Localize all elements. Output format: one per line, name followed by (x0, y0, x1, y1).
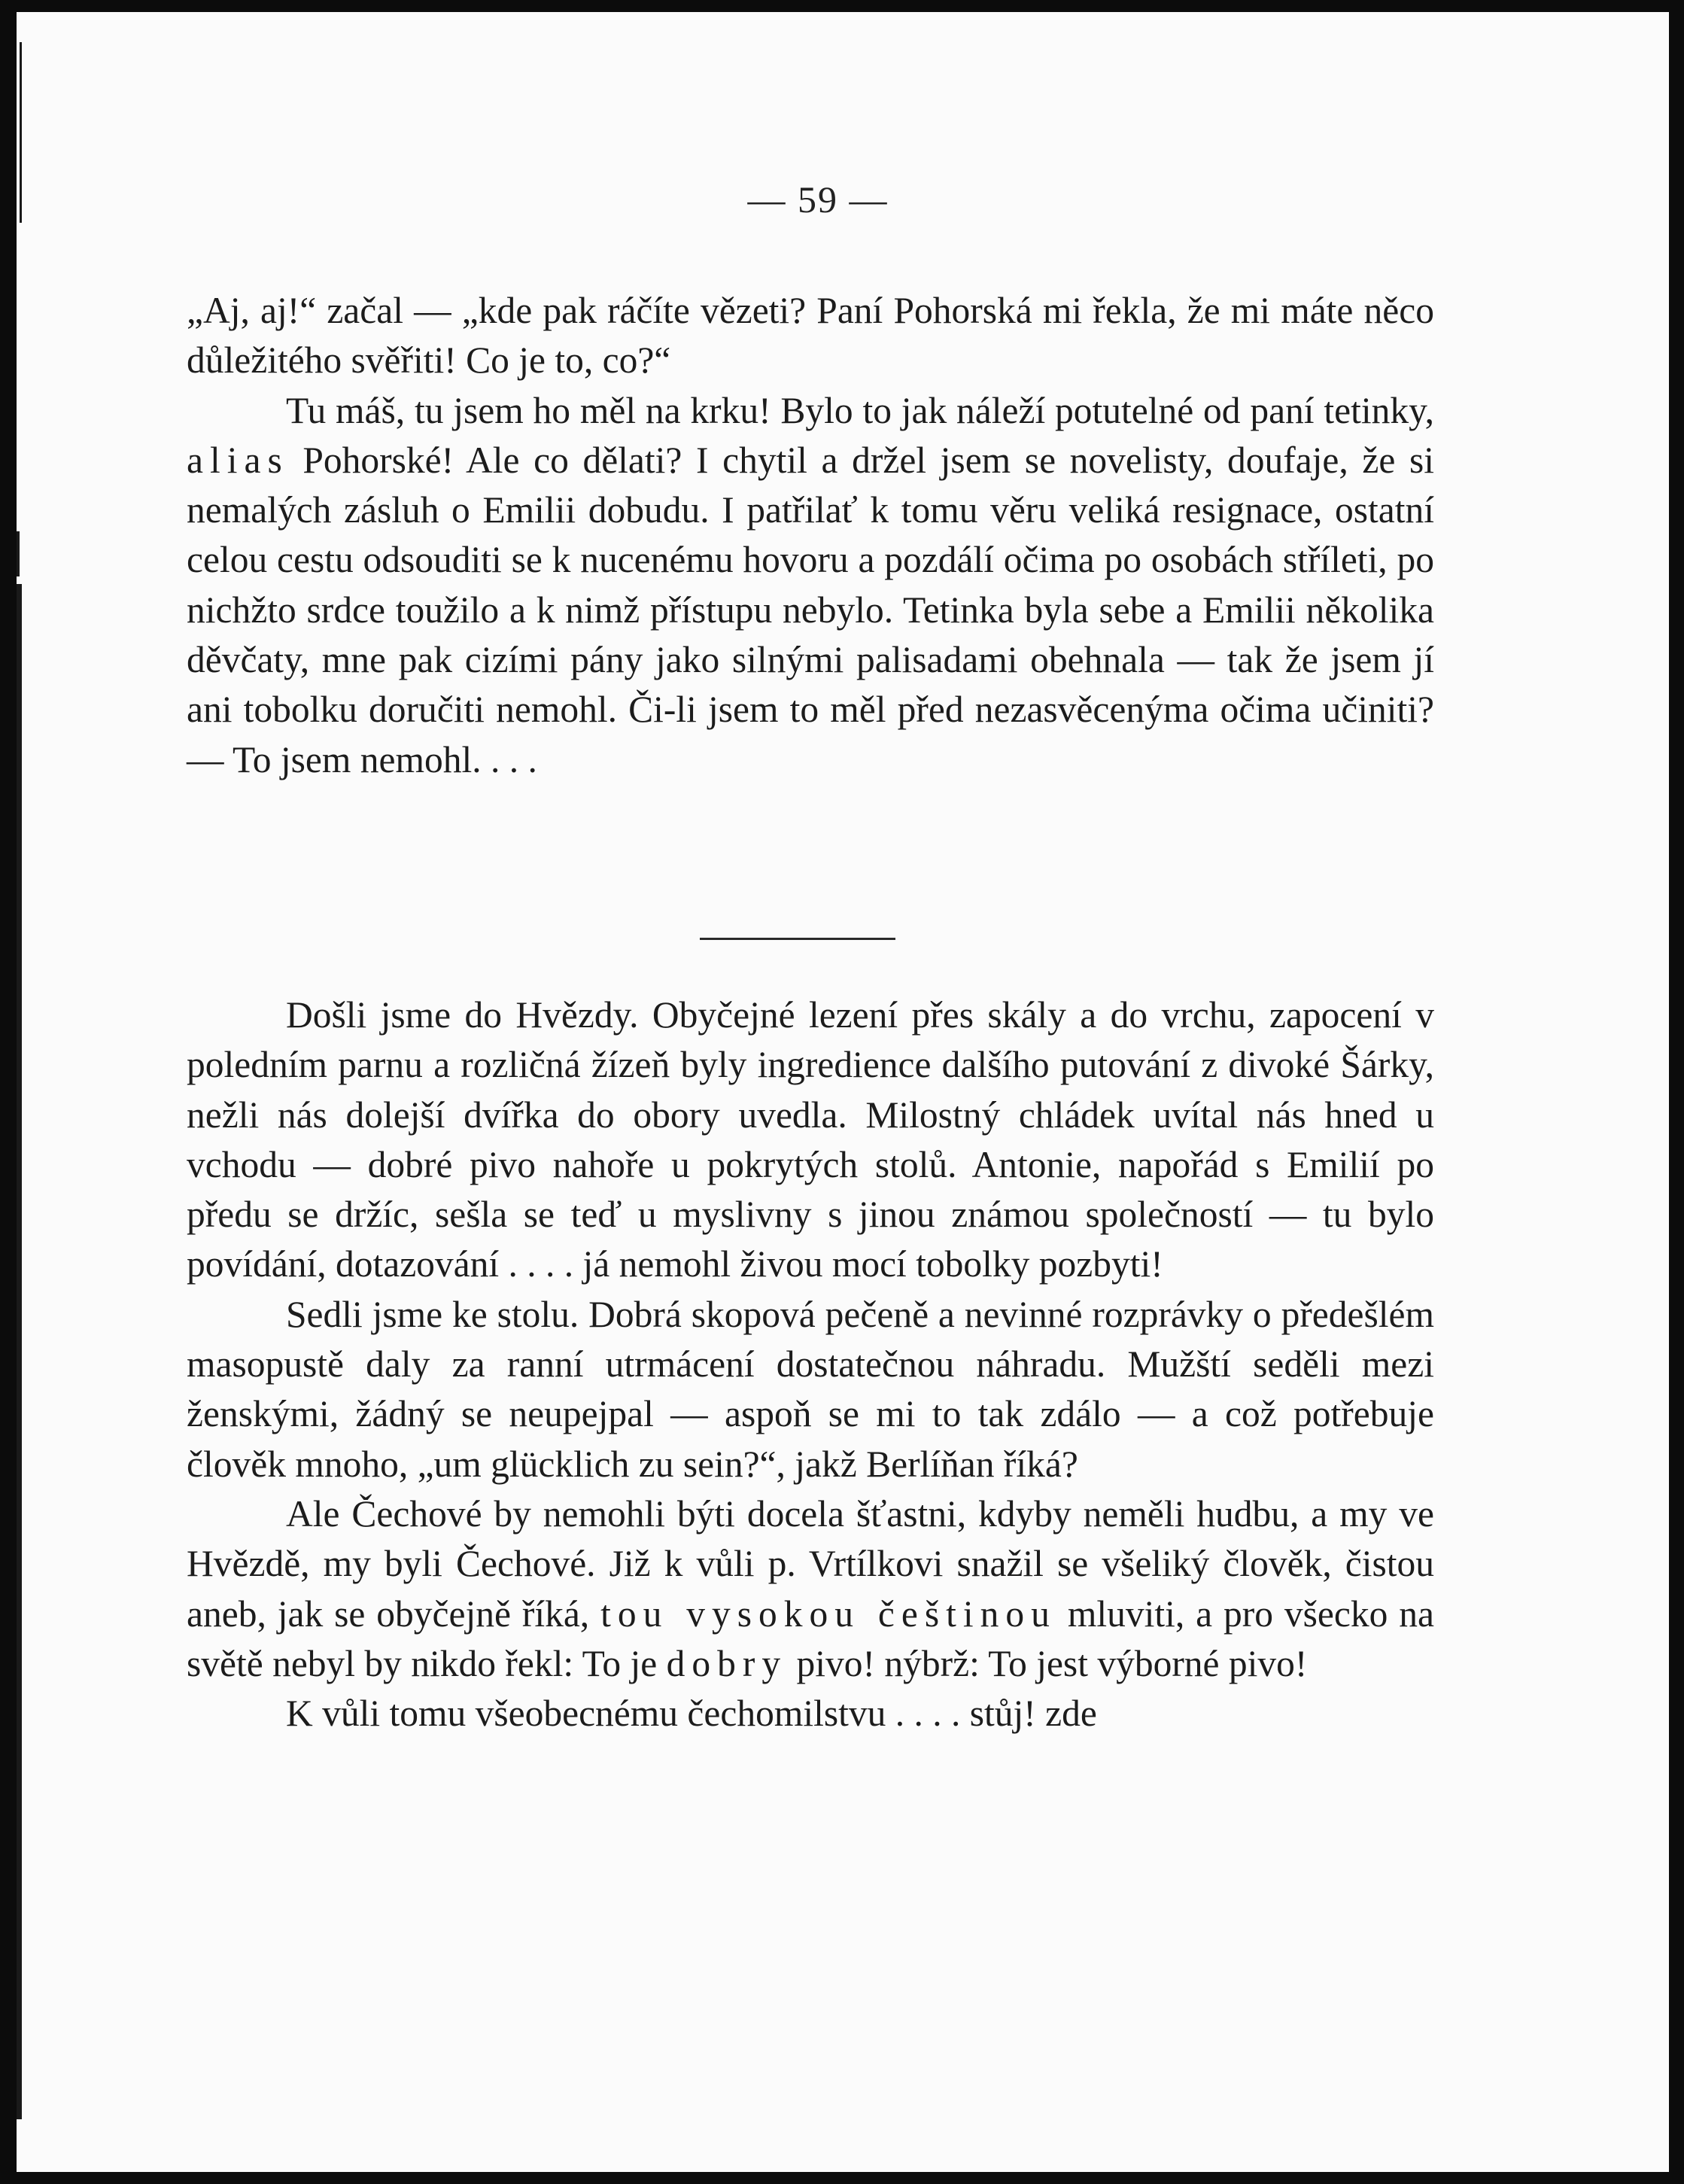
text-section-1 (187, 286, 1434, 785)
paragraph-text: Ale Čechové by nemohli býti docela šťastni, kdyby neměli hudbu, a my ve Hvězdě, my byli Čechové. Již k vůli p. Vrtílkovi snažil se všeliký člověk, čistou aneb, jak se obyčejně říká, (187, 1492, 1434, 1635)
scan-edge-mark (17, 584, 22, 2119)
book-page (17, 12, 1669, 2172)
paragraph-text: Pohorské! Ale co dělati? I chytil a držel jsem se novelisty, doufaje, že si nemalých zásluh o Emilii dobudu. I patřilať k tomu věru veliká resignace, ostatní celou cestu odsouditi se k nucenému hovoru a pozdálí očima po osobách stříleti, po nichžto srdce toužilo a k nimž přístupu nebylo. Tetinka byla sebe a Emilii několika děvčaty, mne pak cizími pány jako silnými palisadami obehnala — tak že jsem jí ani tobolku doručiti nemohl. Či-li jsem to měl před nezasvěcenýma očima učiniti? — To jsem nemohl. . . . (187, 439, 1434, 780)
page-number: — 59 — (747, 178, 889, 221)
paragraph (187, 990, 1434, 1290)
paragraph (187, 1290, 1434, 1489)
paragraph-text: Tu máš, tu jsem ho měl na krku! Bylo to jak náleží potutelné od paní tetinky, (286, 389, 1434, 431)
emphasized-word: alias (187, 439, 289, 481)
paragraph-text: mluviti, a pro všecko na světě nebyl by nikdo řekl: To je (187, 1592, 1434, 1684)
paragraph-text: K vůli tomu všeobecnému čechomilstvu . . . . stůj! zde (286, 1693, 1097, 1735)
paragraph-text: Sedli jsme ke stolu. Dobrá skopová pečeně a nevinné rozprávky o předešlém masopustě daly za ranní utrmácení dostatečnou náhradu. Mužští seděli mezi ženskými, žádný se neupejpal — aspoň se mi to tak zdálo — a což potřebuje člověk mnoho, „um glücklich zu sein?“, jakž Berlíňan říká? (187, 1293, 1434, 1485)
paragraph (187, 1689, 1434, 1738)
emphasized-phrase: tou vysokou češtinou (600, 1592, 1056, 1635)
emphasized-word: dobry (666, 1642, 788, 1684)
scan-edge-mark (17, 531, 20, 576)
paragraph (187, 286, 1434, 386)
text-section-2 (187, 990, 1434, 1738)
paragraph-text: Došli jsme do Hvězdy. Obyčejné lezení přes skály a do vrchu, zapocení v poledním parnu a rozličná žízeň byly ingredience dalšího putování z divoké Šárky, nežli nás dolejší dvířka do obory uvedla. Milostný chládek uvítal nás hned u vchodu — dobré pivo nahoře u pokrytých stolů. Antonie, napořád s Emilií po předu se držíc, sešla se teď u myslivny s jinou známou společností — tu bylo povídání, dotazování . . . . já nemohl živou mocí tobolky pozbyti! (187, 994, 1434, 1285)
paragraph-text: „Aj, aj!“ začal — „kde pak ráčíte vězeti? Paní Pohorská mi řekla, že mi máte něco důležitého svěřiti! Co je to, co?“ (187, 290, 1434, 382)
section-divider (700, 938, 895, 940)
paragraph-text: pivo! nýbrž: To jest výborné pivo! (796, 1642, 1308, 1684)
paragraph (187, 386, 1434, 785)
paragraph (187, 1489, 1434, 1689)
